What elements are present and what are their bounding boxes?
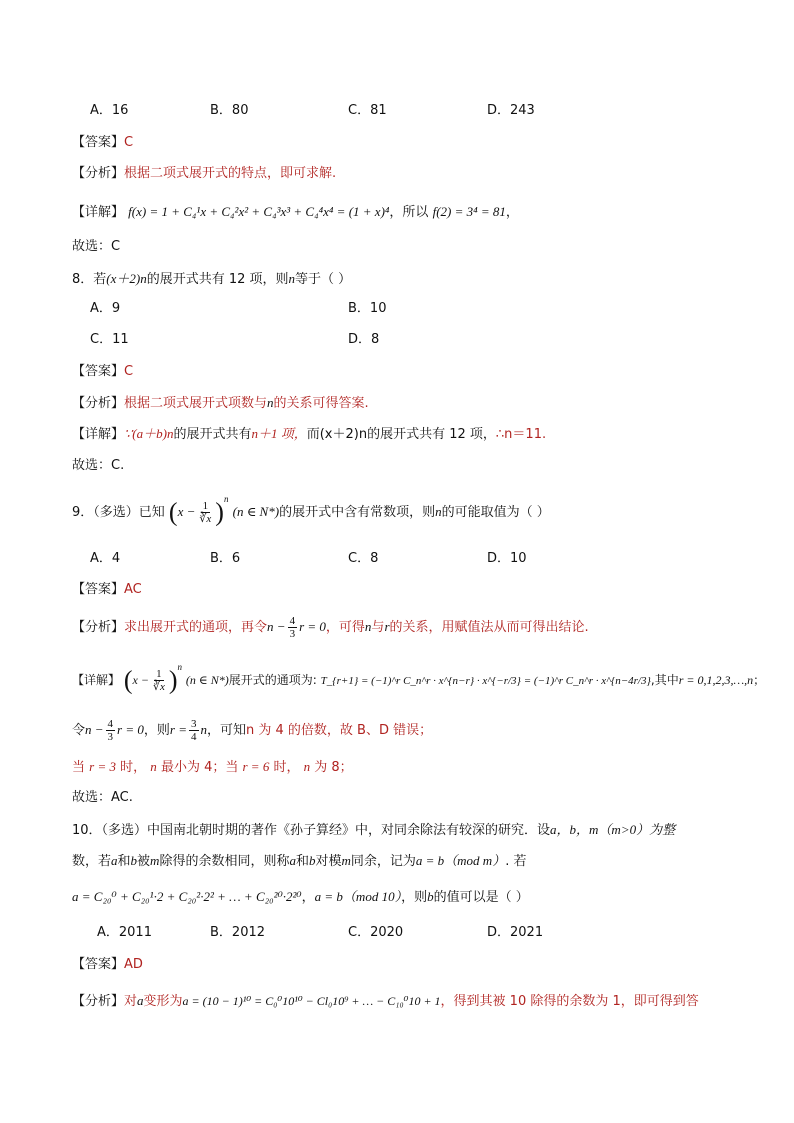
detail-power: n xyxy=(177,662,183,672)
detail-text: ,其中 xyxy=(650,673,679,687)
detail-tag: 【详解】 xyxy=(72,673,121,687)
q8-conclusion: 故选：C. xyxy=(72,458,125,473)
q9-option-c: C．8 xyxy=(348,551,379,566)
q10-option-b: B．2012 xyxy=(210,925,266,940)
stem-mod: a = b（mod m） xyxy=(415,853,506,868)
stem-formula: a = C₂₀⁰ + C₂₀¹·2 + C₂₀²·2² + … + C₂₀²⁰·2²⁰ xyxy=(72,889,302,904)
q8-option-a: A．9 xyxy=(90,301,121,316)
fraction-numerator: 1 xyxy=(156,668,162,680)
analysis-text: 根据二项式展开式的特点，即可求解. xyxy=(124,166,337,181)
q9-detail-line3 xyxy=(72,757,353,778)
detail-range: r = 0,1,2,3,…,n xyxy=(678,673,754,687)
q8-analysis xyxy=(72,393,369,414)
q7-answer xyxy=(72,133,133,153)
analysis-var: n xyxy=(267,395,274,410)
fraction-numerator: 4 xyxy=(107,718,114,730)
stem-power: n xyxy=(223,494,229,504)
analysis-text: 变形为 xyxy=(143,994,183,1009)
stem-text: 同余，记为 xyxy=(350,854,416,869)
answer-tag: 【答案】 xyxy=(72,582,125,597)
analysis-expr: r = 0 xyxy=(299,619,326,634)
detail-condition: (n ∈ N*) xyxy=(185,673,229,687)
detail-text: ，可知 xyxy=(207,723,247,738)
stem-var: b xyxy=(308,853,316,868)
stem-text: 和 xyxy=(117,854,131,869)
fraction-numerator: 4 xyxy=(289,615,296,627)
q7-option-a: A．16 xyxy=(90,103,129,118)
stem-condition: (n ∈ N*) xyxy=(232,504,280,519)
stem-text: 8．若 xyxy=(72,272,107,287)
detail-tag: 【详解】 xyxy=(72,427,125,442)
answer-tag: 【答案】 xyxy=(72,135,125,150)
q10-option-d: D．2021 xyxy=(487,925,544,940)
stem-var: n xyxy=(288,271,296,286)
stem-var: n xyxy=(435,504,442,519)
analysis-tag: 【分析】 xyxy=(72,994,125,1009)
detail-text: 最小为 4；当 xyxy=(160,760,239,775)
detail-expr: ∵(a＋b)n xyxy=(124,426,174,441)
detail-var: n xyxy=(150,759,157,774)
stem-mod: a = b（mod 10） xyxy=(314,889,402,904)
q7-conclusion: 故选：C xyxy=(72,239,121,254)
stem-text: 的可能取值为（ ） xyxy=(441,505,550,520)
stem-var: a xyxy=(289,853,296,868)
answer-tag: 【答案】 xyxy=(72,957,125,972)
q7-option-d: D．243 xyxy=(487,103,535,118)
stem-text: 的值可以是（ ） xyxy=(433,890,529,905)
stem-fraction xyxy=(197,500,213,525)
q10-option-a: A．2011 xyxy=(97,925,152,940)
q8-answer xyxy=(72,362,133,382)
stem-text: 的展开式中含有常数项，则 xyxy=(279,505,436,520)
stem-text: 的展开式共有 12 项，则 xyxy=(146,272,289,287)
stem-vars: a，b，m（m>0）为整 xyxy=(550,822,676,837)
stem-text: 对模 xyxy=(315,854,342,869)
detail-expr: r = 0 xyxy=(117,722,144,737)
detail-fraction xyxy=(151,668,167,693)
detail-expr: n xyxy=(200,722,207,737)
stem-text: 数，若 xyxy=(72,854,112,869)
analysis-tag: 【分析】 xyxy=(72,166,125,181)
stem-text: 等于（ ） xyxy=(295,272,352,287)
answer-value: AC xyxy=(124,582,142,597)
detail-fraction xyxy=(189,718,199,743)
open-paren-icon: ( xyxy=(123,665,133,695)
q9-conclusion: 故选：AC. xyxy=(72,790,133,805)
q9-detail-line2 xyxy=(72,715,432,746)
q8-stem xyxy=(72,269,351,290)
close-paren-icon: ) xyxy=(168,665,178,695)
stem-expr: (x＋2)n xyxy=(106,271,147,286)
q8-option-d: D．8 xyxy=(348,332,380,347)
detail-expr: n − xyxy=(85,722,104,737)
q10-answer xyxy=(72,955,143,975)
q10-stem-line3 xyxy=(72,887,529,908)
stem-var: b xyxy=(130,853,138,868)
detail-tag: 【详解】 xyxy=(72,205,125,220)
detail-text: 的展开式共有 12 项， xyxy=(367,427,496,442)
q8-detail xyxy=(72,424,546,445)
q7-option-b: B．80 xyxy=(210,103,249,118)
stem-text: . 若 xyxy=(505,854,527,869)
detail-text: ； xyxy=(753,673,766,687)
analysis-tag: 【分析】 xyxy=(72,396,125,411)
detail-text: ，则 xyxy=(143,723,170,738)
stem-expr: x − xyxy=(177,504,196,519)
analysis-formula: a = (10 − 1)¹⁰ = C₀⁰10¹⁰ − Cl₀10⁹ + … − C₁₀⁰10 + 1 xyxy=(182,994,441,1008)
analysis-text: 求出展开式的通项，再令 xyxy=(124,620,268,635)
q7-detail xyxy=(72,202,519,223)
answer-tag: 【答案】 xyxy=(72,364,125,379)
fraction-denominator: 3 xyxy=(289,628,296,640)
detail-text: 展开式的通项为: xyxy=(228,673,317,687)
open-paren-icon: ( xyxy=(168,497,178,527)
stem-var: m xyxy=(341,853,351,868)
q9-stem xyxy=(72,495,550,530)
detail-text: 为 8； xyxy=(314,760,353,775)
q8-option-c: C．11 xyxy=(90,332,129,347)
answer-value: C xyxy=(124,135,134,150)
stem-text: ， xyxy=(301,890,315,905)
stem-text: 和 xyxy=(295,854,309,869)
q9-option-a: A．4 xyxy=(90,551,121,566)
detail-text: 的展开式共有 xyxy=(173,427,252,442)
detail-end: ， xyxy=(505,205,519,220)
q10-stem-line1 xyxy=(72,820,675,841)
q7-analysis xyxy=(72,164,336,184)
q9-option-b: B．6 xyxy=(210,551,241,566)
analysis-text: 根据二项式展开式项数与 xyxy=(124,396,268,411)
q10-option-c: C．2020 xyxy=(348,925,404,940)
q9-analysis xyxy=(72,612,589,643)
detail-expr: r = 6 xyxy=(242,759,270,774)
q9-option-d: D．10 xyxy=(487,551,527,566)
detail-result: n 为 4 的倍数，故 B、D 错误； xyxy=(246,723,433,738)
stem-text: 除得的余数相同，则称 xyxy=(159,854,290,869)
analysis-text: 的关系可得答案. xyxy=(273,396,369,411)
detail-formula: f(x) = 1 + C₄¹x + C₄²x² + C₄³x³ + C₄⁴x⁴ = (1 + x)⁴ xyxy=(128,204,390,219)
q9-answer xyxy=(72,580,142,600)
stem-var: m xyxy=(150,853,160,868)
analysis-text: 对 xyxy=(124,994,138,1009)
detail-text: 时， xyxy=(120,760,147,775)
q8-option-b: B．10 xyxy=(348,301,387,316)
stem-text: ，则 xyxy=(401,890,428,905)
detail-text: 时， xyxy=(273,760,300,775)
detail-text: 当 xyxy=(72,760,86,775)
detail-expr: n＋1 项， xyxy=(251,426,307,441)
detail-expr: r = 3 xyxy=(89,759,116,774)
detail-var: n xyxy=(303,759,311,774)
detail-expr: r = xyxy=(169,722,187,737)
general-term-formula: T_{r+1} = (−1)^r C_n^r · x^{n−r} · x^{−r/3} = (−1)^r C_n^r · x^{n−4r/3} xyxy=(320,675,651,687)
detail-text: 令 xyxy=(72,723,86,738)
q10-stem-line2 xyxy=(72,851,526,872)
stem-text: 被 xyxy=(137,854,151,869)
analysis-text: ，可得 xyxy=(325,620,365,635)
detail-result: f(2) = 3⁴ = 81 xyxy=(432,204,506,219)
q9-detail xyxy=(72,663,765,698)
fraction-numerator: 1 xyxy=(202,500,209,512)
analysis-var: n xyxy=(364,619,372,634)
detail-text: 而(x＋2)n xyxy=(306,427,368,442)
fraction-denominator: 3 xyxy=(107,731,114,743)
stem-var: a xyxy=(111,853,118,868)
fraction-denominator: ∛x xyxy=(199,513,212,525)
analysis-expr: n − xyxy=(267,619,286,634)
stem-text: 9．（多选）已知 xyxy=(72,505,165,520)
detail-text: ，所以 xyxy=(389,205,429,220)
analysis-text: ，得到其被 10 除得的余数为 1，即可得到答 xyxy=(440,994,699,1009)
analysis-var: a xyxy=(137,993,144,1008)
analysis-tag: 【分析】 xyxy=(72,620,125,635)
q10-analysis xyxy=(72,991,699,1012)
answer-value: AD xyxy=(124,957,143,972)
close-paren-icon: ) xyxy=(215,497,224,527)
answer-value: C xyxy=(124,364,134,379)
fraction-numerator: 3 xyxy=(191,718,197,730)
fraction-denominator: 4 xyxy=(191,731,197,743)
detail-expr: x − xyxy=(132,673,149,687)
analysis-text: 的关系，用赋值法从而可得出结论. xyxy=(389,620,589,635)
detail-fraction xyxy=(106,718,116,743)
stem-text: 10．（多选）中国南北朝时期的著作《孙子算经》中，对同余除法有较深的研究．设 xyxy=(72,823,551,838)
analysis-text: 与 xyxy=(371,620,385,635)
analysis-var: r xyxy=(384,619,390,634)
detail-result: ∴n＝11. xyxy=(495,427,547,442)
q7-option-c: C．81 xyxy=(348,103,387,118)
analysis-fraction xyxy=(288,615,298,640)
fraction-denominator: ∛x xyxy=(152,681,165,693)
stem-var: b xyxy=(427,889,434,904)
